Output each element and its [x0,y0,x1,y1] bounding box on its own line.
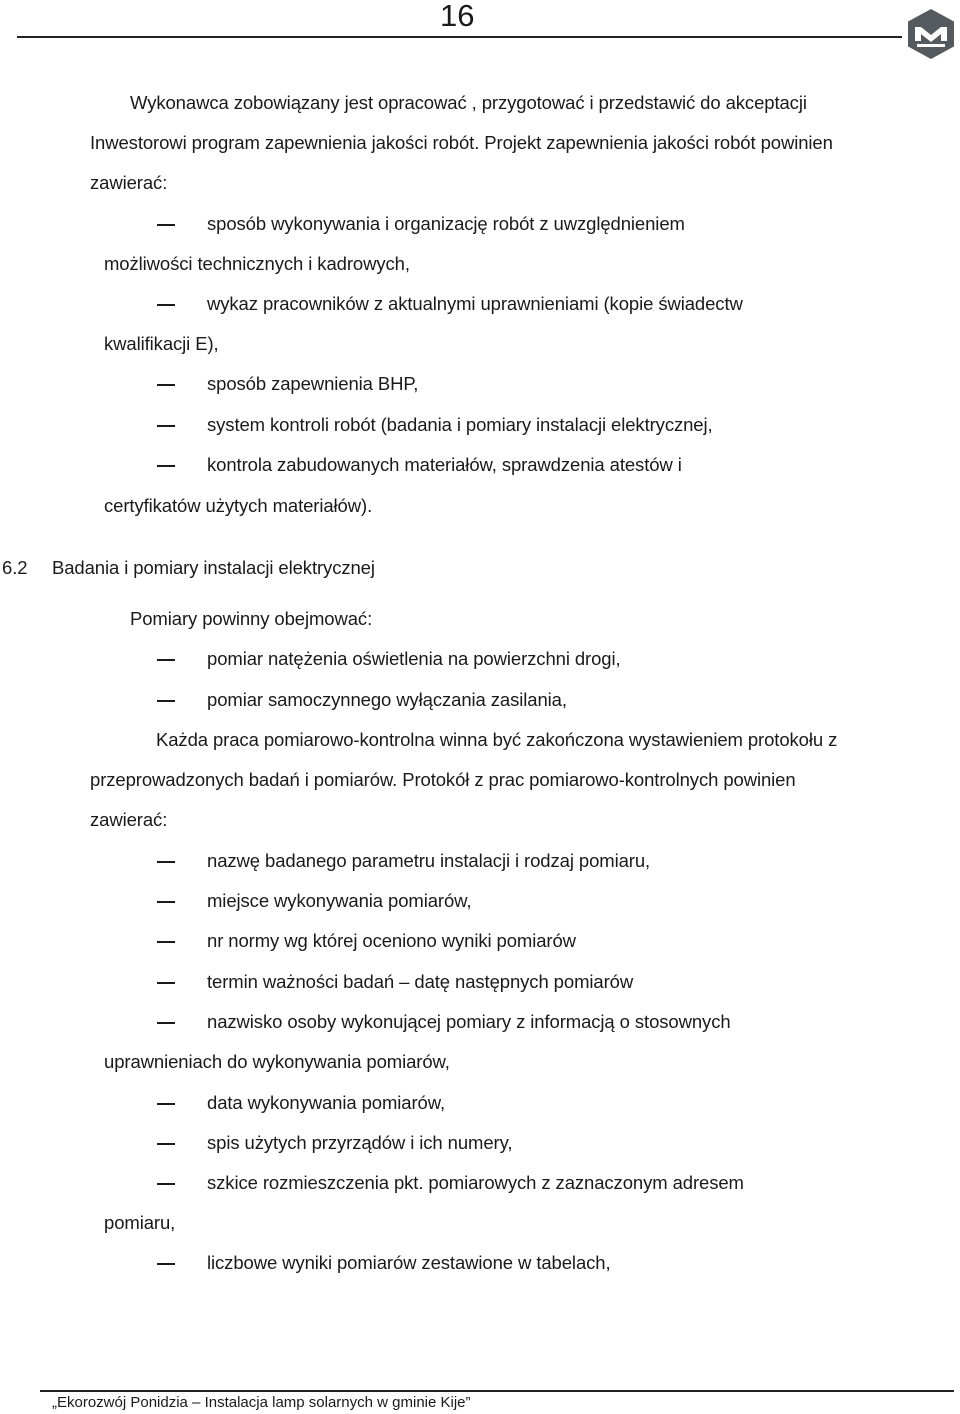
page-number: 16 [440,0,475,33]
list-item-continuation: uprawnieniach do wykonywania pomiarów, [104,1051,450,1072]
list-item: nazwę badanego parametru instalacji i rodzaj pomiaru, [207,850,651,871]
list-item: miejsce wykonywania pomiarów, [207,890,472,911]
list-item: liczbowe wyniki pomiarów zestawione w tabelach, [207,1252,611,1273]
section-title: Badania i pomiary instalacji elektrycznej [52,557,375,578]
list-item: wykaz pracowników z aktualnymi uprawnieniami (kopie świadectw [207,293,743,314]
list-item: nazwisko osoby wykonującej pomiary z informacją o stosownych [207,1011,731,1032]
list-dash [157,1263,175,1265]
list-dash [157,224,175,226]
list-item: szkice rozmieszczenia pkt. pomiarowych z zaznaczonym adresem [207,1172,744,1193]
hexagon-m-logo-icon [906,8,956,60]
paragraph-line: zawierać: [90,809,168,830]
intro-line: zawierać: [90,172,168,193]
list-item: pomiar samoczynnego wyłączania zasilania, [207,689,567,710]
list-item: kontrola zabudowanych materiałów, sprawdzenia atestów i [207,454,682,475]
list-dash [157,465,175,467]
list-dash [157,1103,175,1105]
footer-rule [40,1390,954,1392]
list-dash [157,384,175,386]
list-dash [157,941,175,943]
list-item: pomiar natężenia oświetlenia na powierzchni drogi, [207,648,621,669]
list-item: data wykonywania pomiarów, [207,1092,446,1113]
intro-line: Wykonawca zobowiązany jest opracować , przygotować i przedstawić do akceptacji [130,92,807,113]
list-item-continuation: certyfikatów użytych materiałów). [104,495,373,516]
list-item: nr normy wg której oceniono wyniki pomiarów [207,930,576,951]
list-dash [157,901,175,903]
list-dash [157,982,175,984]
list-item-continuation: pomiaru, [104,1212,176,1233]
list-item: sposób wykonywania i organizację robót z uwzględnieniem [207,213,685,234]
list-item: spis użytych przyrządów i ich numery, [207,1132,513,1153]
header-rule [17,36,902,38]
list-item: termin ważności badań – datę następnych pomiarów [207,971,634,992]
list-dash [157,425,175,427]
paragraph-line: Pomiary powinny obejmować: [130,608,373,629]
list-dash [157,861,175,863]
list-dash [157,1143,175,1145]
list-item-continuation: kwalifikacji E), [104,333,219,354]
list-dash [157,1022,175,1024]
list-item: sposób zapewnienia BHP, [207,373,419,394]
footer-text: „Ekorozwój Ponidzia – Instalacja lamp solarnych w gminie Kije” [52,1394,471,1411]
list-dash [157,1183,175,1185]
list-item: system kontroli robót (badania i pomiary instalacji elektrycznej, [207,414,713,435]
intro-line: Inwestorowi program zapewnienia jakości robót. Projekt zapewnienia jakości robót powinien [90,132,833,153]
list-dash [157,304,175,306]
list-dash [157,700,175,702]
section-number: 6.2 [2,557,28,578]
list-item-continuation: możliwości technicznych i kadrowych, [104,253,410,274]
paragraph-line: przeprowadzonych badań i pomiarów. Protokół z prac pomiarowo-kontrolnych powinien [90,769,796,790]
list-dash [157,659,175,661]
paragraph-line: Każda praca pomiarowo-kontrolna winna być zakończona wystawieniem protokołu z [156,729,838,750]
